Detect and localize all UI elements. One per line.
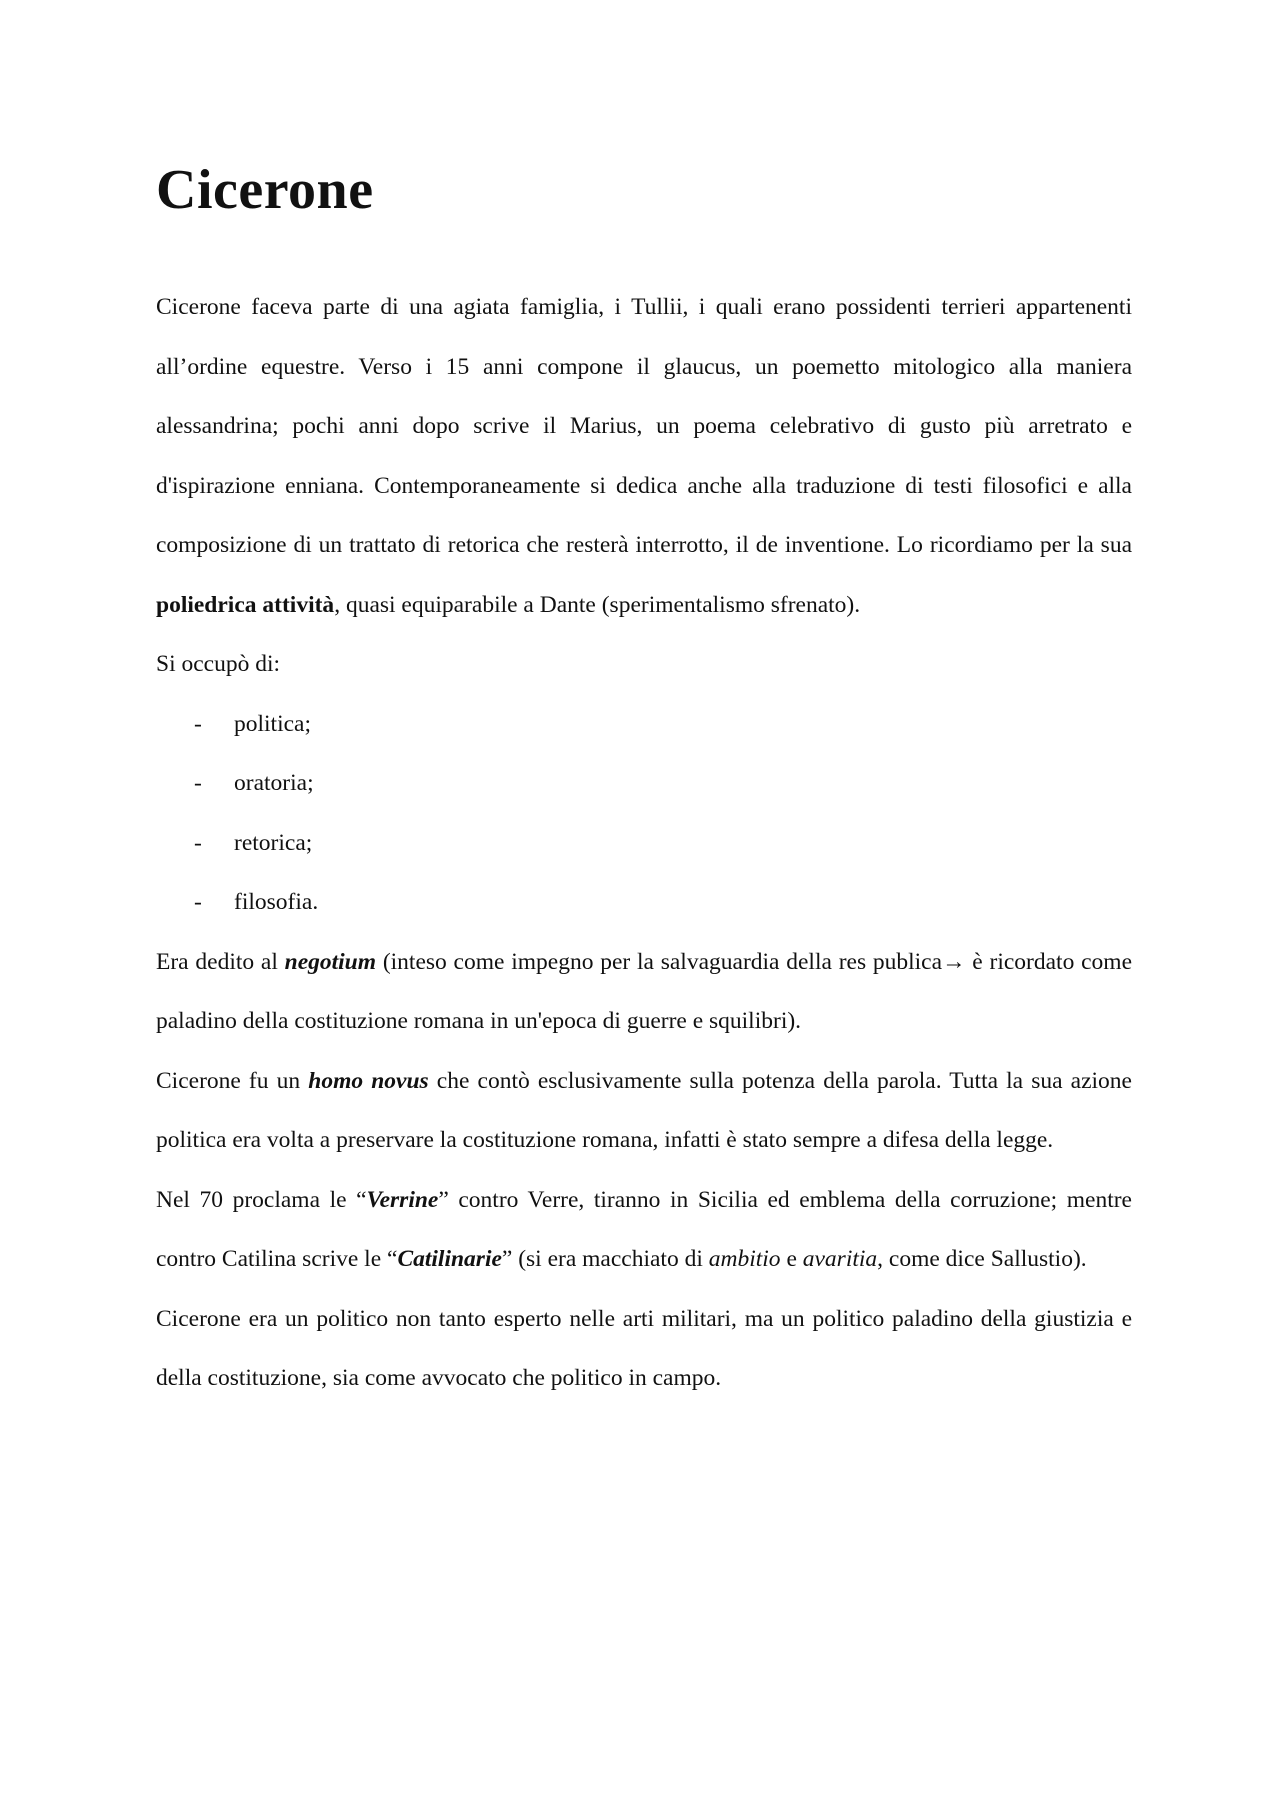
intro-paragraph [156, 278, 1132, 635]
document-body [156, 278, 1132, 1409]
homo-novus-text-a: Cicerone fu un [156, 1067, 309, 1094]
list-item-text: oratoria; [234, 770, 314, 796]
page-title: Cicerone [156, 159, 374, 221]
negotium-paragraph [156, 933, 1132, 1052]
list-item [156, 814, 1132, 874]
list-dash: - [194, 770, 202, 796]
avaritia-term: avaritia [802, 1246, 878, 1272]
homo-novus-paragraph [156, 1052, 1132, 1171]
list-item [156, 695, 1132, 755]
homo-novus-text-b: che contò esclusivamente sulla potenza della parola. Tutta la sua azione politica era volta a preservare la costituzione romana, infatti è stato sempre a difesa della legge. [156, 1067, 1132, 1153]
list-item-text: filosofia. [234, 889, 319, 915]
list-item [156, 754, 1132, 814]
document-page [156, 150, 1132, 1409]
orations-text-a: Nel 70 proclama le “ [156, 1186, 367, 1213]
orations-text-c: ” (si era macchiato di [501, 1246, 709, 1272]
intro-text-a: Cicerone faceva parte di una agiata famiglia, i Tullii, i quali erano possidenti terrieri appartenenti all’ordine equestre. Verso i 15 anni compone il glaucus, un poemetto mitologico alla maniera alessandrina; pochi anni dopo scrive il Marius, un poema celebrativo di gusto più arretrato e d'ispirazione enniana. Contemporaneamente si dedica anche alla traduzione di testi filosofici e alla composizione di un trattato di retorica che resterà interrotto, il de inventione. Lo ricordiamo per la sua [156, 294, 1132, 558]
catilinarie-term: Catilinarie [397, 1246, 502, 1272]
topics-list [156, 695, 1132, 933]
orations-text-e: , come dice Sallustio). [877, 1246, 1087, 1272]
ambitio-term: ambitio [708, 1246, 781, 1272]
homo-novus-term: homo novus [308, 1067, 429, 1094]
verrine-term: Verrine [366, 1186, 439, 1213]
intro-text-b: , quasi equiparabile a Dante (sperimentalismo sfrenato). [334, 591, 861, 618]
list-dash: - [194, 829, 202, 856]
negotium-text-a: Era dedito al [156, 948, 285, 975]
orations-paragraph [156, 1171, 1132, 1290]
intro-bold-phrase: poliedrica attività [156, 591, 335, 618]
negotium-term: negotium [284, 948, 377, 975]
orations-text-d: e [780, 1246, 803, 1272]
list-item-text: retorica; [234, 829, 313, 856]
list-item [156, 873, 1132, 933]
topics-intro: Si occupò di: [156, 651, 281, 677]
list-dash: - [194, 889, 202, 915]
negotium-text-b: (inteso come impegno per la salvaguardia della res publica→ è ricordato come paladino della costituzione romana in un'epoca di guerre e squilibri). [156, 948, 1132, 1034]
list-dash: - [194, 710, 202, 737]
list-item-text: politica; [234, 710, 312, 737]
closing-paragraph: Cicerone era un politico non tanto esperto nelle arti militari, ma un politico paladino della giustizia e della costituzione, sia come avvocato che politico in campo. [156, 1305, 1132, 1391]
orations-text-b: ” contro Verre, tiranno in Sicilia ed emblema della corruzione; mentre contro Catilina scrive le “ [156, 1186, 1132, 1272]
